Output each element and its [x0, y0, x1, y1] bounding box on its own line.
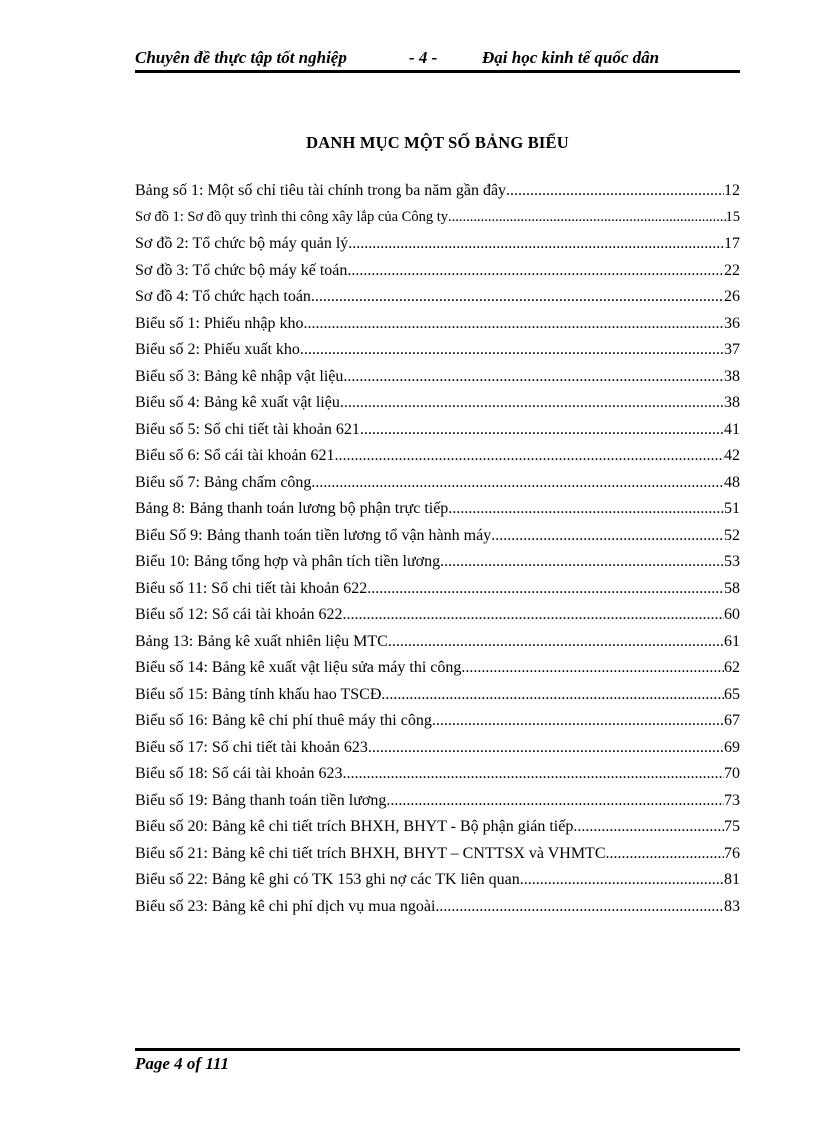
footer-divider	[135, 1048, 740, 1051]
toc-entry-label: Biểu số 2: Phiếu xuất kho	[135, 341, 300, 358]
toc-entry[interactable]	[135, 792, 740, 819]
toc-entry-page: 67	[724, 712, 740, 729]
toc-leader-dots	[360, 421, 724, 439]
toc-leader-dots	[343, 368, 724, 386]
toc-entry-label: Biểu số 20: Bảng kê chi tiết trích BHXH, BHYT - Bộ phận gián tiếp	[135, 818, 574, 835]
toc-entry[interactable]	[135, 871, 740, 898]
header-page-number: - 4 -	[409, 48, 438, 67]
toc-entry[interactable]	[135, 447, 740, 474]
toc-entry[interactable]	[135, 235, 740, 262]
toc-entry-page: 69	[724, 738, 740, 756]
toc-leader-dots	[335, 447, 724, 465]
toc-entry-label: Bảng 8: Bảng thanh toán lương bộ phận trực tiếp	[135, 500, 449, 517]
toc-entry-label: Biểu 10: Bảng tổng hợp và phân tích tiền lương	[135, 553, 441, 570]
toc-entry-label: Biểu số 5: Sổ chi tiết tài khoản 621	[135, 420, 360, 438]
toc-entry-label: Biểu số 15: Bảng tính khấu hao TSCĐ	[135, 685, 382, 703]
toc-entry-label: Biểu số 11: Sổ chi tiết tài khoản 622	[135, 579, 368, 597]
toc-entry-label: Biểu số 21: Bảng kê chi tiết trích BHXH, BHYT – CNTTSX và VHMTC	[135, 844, 606, 862]
toc-entry-label: Biểu số 16: Bảng kê chi phí thuê máy thi công	[135, 712, 432, 729]
toc-entry[interactable]	[135, 739, 740, 766]
toc-entry-label: Biểu số 4: Bảng kê xuất vật liệu	[135, 394, 340, 411]
toc-entry-page: 70	[724, 765, 740, 782]
toc-entry-page: 22	[724, 261, 740, 279]
page-title: DANH MỤC MỘT SỐ BẢNG BIỂU	[306, 133, 569, 152]
toc-entry[interactable]	[135, 553, 740, 580]
toc-entry[interactable]	[135, 421, 740, 448]
toc-entry[interactable]	[135, 474, 740, 501]
toc-entry[interactable]	[135, 341, 740, 368]
toc-entry-label: Biểu số 18: Sổ cái tài khoản 623	[135, 765, 343, 782]
toc-entry[interactable]	[135, 845, 740, 872]
toc-entry-page: 15	[725, 208, 740, 225]
toc-entry-page: 83	[724, 897, 740, 915]
toc-entry-page: 58	[724, 579, 740, 597]
toc-entry-page: 75	[724, 818, 740, 835]
toc-entry[interactable]	[135, 659, 740, 686]
toc-entry-label: Biểu số 19: Bảng thanh toán tiền lương	[135, 791, 387, 809]
toc-entry-page: 51	[724, 500, 740, 517]
toc-leader-dots	[368, 739, 724, 757]
toc-entry-label: Biểu số 7: Bảng chấm công	[135, 473, 312, 491]
toc-entry-page: 36	[724, 314, 740, 332]
header-divider	[135, 70, 740, 73]
page-footer: Page 4 of 111	[135, 1054, 229, 1073]
toc-leader-dots	[520, 871, 724, 889]
toc-entry-label: Bảng 13: Bảng kê xuất nhiên liệu MTC	[135, 632, 388, 650]
toc-entry[interactable]	[135, 182, 740, 209]
toc-entry[interactable]	[135, 394, 740, 421]
toc-leader-dots	[343, 765, 724, 783]
toc-entry-page: 73	[724, 791, 740, 809]
toc-entry-page: 53	[724, 553, 740, 570]
page-header	[135, 48, 740, 70]
toc-entry-label: Biểu số 17: Sổ chi tiết tài khoản 623	[135, 738, 368, 756]
toc-entry[interactable]	[135, 209, 740, 236]
toc-entry-label: Biểu số 14: Bảng kê xuất vật liệu sửa máy thi công	[135, 659, 462, 676]
toc-entry-label: Biểu số 12: Sổ cái tài khoản 622	[135, 606, 343, 623]
toc-entry[interactable]	[135, 315, 740, 342]
toc-entry-label: Biểu số 3: Bảng kê nhập vật liệu	[135, 367, 344, 385]
toc-entry-label: Biểu số 1: Phiếu nhập kho	[135, 314, 304, 332]
toc-entry-page: 17	[724, 235, 740, 252]
toc-entry-label: Sơ đồ 2: Tổ chức bộ máy quản lý	[135, 235, 349, 252]
toc-leader-dots	[448, 209, 726, 226]
toc-entry-page: 76	[724, 844, 740, 862]
toc-entry-page: 60	[724, 606, 740, 623]
toc-leader-dots	[348, 235, 724, 253]
toc-entry-page: 37	[724, 341, 740, 358]
toc-entry[interactable]	[135, 898, 740, 925]
toc-entry[interactable]	[135, 633, 740, 660]
toc-entry-page: 26	[724, 288, 740, 305]
toc-leader-dots	[311, 288, 724, 306]
toc-leader-dots	[506, 182, 724, 200]
toc-entry-page: 42	[724, 447, 740, 464]
toc-leader-dots	[386, 792, 724, 810]
toc-entry[interactable]	[135, 606, 740, 633]
toc-leader-dots	[440, 553, 724, 571]
toc-entry-page: 81	[724, 871, 740, 888]
toc-entry-page: 12	[724, 182, 740, 199]
toc-entry-page: 52	[724, 526, 740, 544]
toc-entry[interactable]	[135, 288, 740, 315]
header-university: Đại học kinh tế quốc dân	[482, 48, 660, 67]
toc-entry-page: 41	[724, 420, 740, 438]
toc-leader-dots	[340, 394, 724, 412]
toc-entry-page: 62	[724, 659, 740, 676]
toc-entry-label: Sơ đồ 1: Sơ đồ quy trình thi công xây lắp của Công ty	[135, 208, 448, 225]
toc-leader-dots	[347, 262, 724, 280]
toc-entry[interactable]	[135, 818, 740, 845]
toc-leader-dots	[448, 500, 724, 518]
toc-entry[interactable]	[135, 712, 740, 739]
toc-leader-dots	[388, 633, 724, 651]
toc-entry-page: 65	[724, 685, 740, 703]
toc-entry-label: Bảng số 1: Một số chỉ tiêu tài chính trong ba năm gần đây	[135, 182, 507, 199]
toc-entry-page: 38	[724, 394, 740, 411]
toc-entry[interactable]	[135, 500, 740, 527]
toc-entry[interactable]	[135, 527, 740, 554]
toc-entry[interactable]	[135, 262, 740, 289]
header-thesis-title: Chuyên đề thực tập tốt nghiệp	[135, 48, 347, 67]
toc-entry[interactable]	[135, 765, 740, 792]
toc-entry-label: Biểu số 22: Bảng kê ghi có TK 153 ghi nợ các TK liên quan	[135, 871, 520, 888]
toc-leader-dots	[381, 686, 724, 704]
toc-entry-page: 48	[724, 473, 740, 491]
toc-leader-dots	[367, 580, 724, 598]
toc-entry-label: Biểu số 6: Sổ cái tài khoản 621	[135, 447, 335, 464]
table-list	[135, 182, 740, 924]
toc-entry-label: Sơ đồ 3: Tổ chức bộ máy kế toán	[135, 261, 348, 279]
toc-leader-dots	[303, 315, 724, 333]
toc-leader-dots	[311, 474, 724, 492]
toc-entry-page: 61	[724, 632, 740, 650]
toc-entry-label: Biểu Số 9: Bảng thanh toán tiền lương tổ vận hành máy	[135, 526, 492, 544]
toc-entry-label: Sơ đồ 4: Tổ chức hạch toán	[135, 288, 311, 305]
toc-entry[interactable]	[135, 686, 740, 713]
toc-entry-page: 38	[724, 367, 740, 385]
toc-leader-dots	[461, 659, 724, 677]
toc-leader-dots	[491, 527, 724, 545]
toc-leader-dots	[343, 606, 724, 624]
toc-leader-dots	[300, 341, 724, 359]
toc-leader-dots	[606, 845, 725, 863]
toc-leader-dots	[435, 898, 724, 916]
toc-entry-label: Biểu số 23: Bảng kê chi phí dịch vụ mua ngoài	[135, 897, 436, 915]
toc-leader-dots	[432, 712, 724, 730]
toc-entry[interactable]	[135, 368, 740, 395]
toc-leader-dots	[573, 818, 724, 836]
toc-entry[interactable]	[135, 580, 740, 607]
